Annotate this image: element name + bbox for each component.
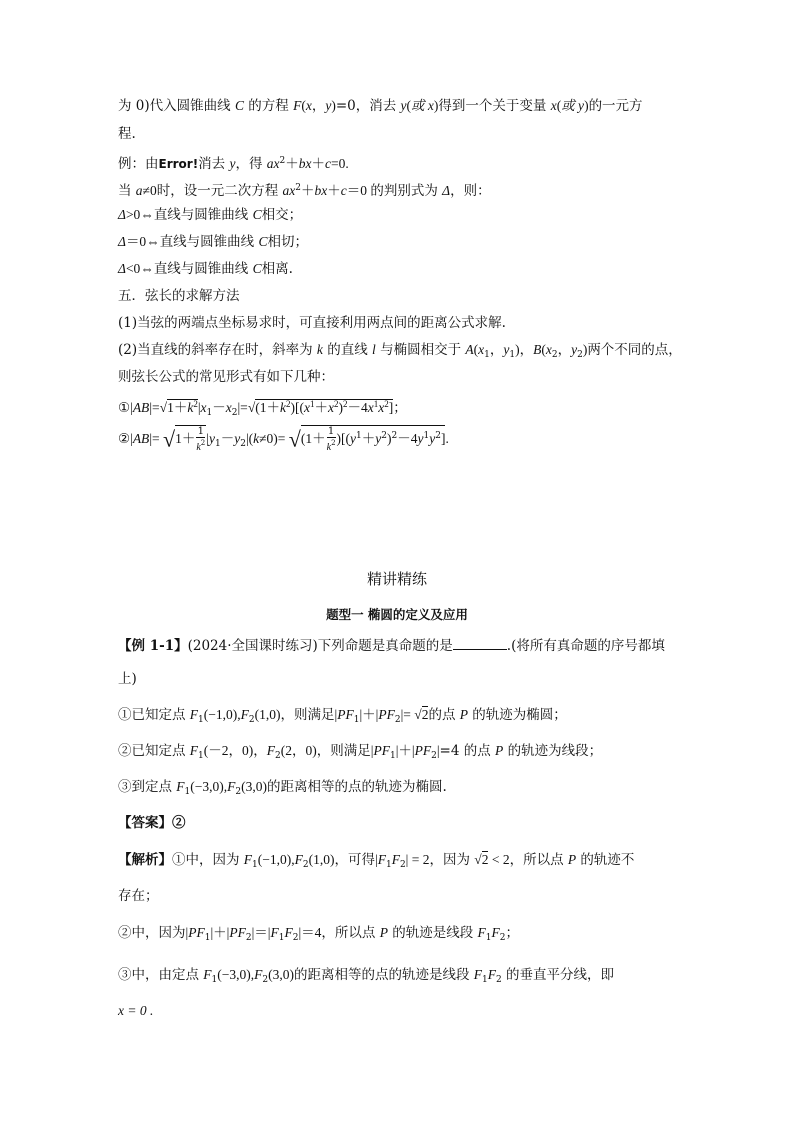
proposition-2: ②已知定点 $F_1(-2$，0)，$F_2(2$，0)，则满足$|PF_1|+|PF_2|=4$ 的点 P 的轨迹为线段；: [118, 743, 603, 761]
analysis-line-5: x = 0 .: [118, 1003, 154, 1018]
text: ，则：: [450, 183, 491, 199]
text: 当: [118, 183, 136, 199]
text: ②中，因为: [118, 925, 186, 941]
text: ，所以点: [509, 852, 568, 868]
text: 得到一个关于变量: [438, 98, 551, 114]
intro-line-2: 程.: [118, 126, 136, 142]
chord-formula-1: $①|AB|=√1+k^2|x_1-x_2|=√(1+k^2)[(x^1+x^2)^2-4x^1x^2]$；: [118, 399, 407, 418]
text: ③中，由定点: [118, 967, 204, 983]
text: 的方程: [243, 98, 294, 114]
text: 相切；: [267, 234, 308, 250]
text: 的点: [428, 707, 460, 723]
answer-value: ②: [172, 815, 186, 831]
text: 相离.: [261, 261, 293, 277]
text: 的距离相等的点的轨迹为椭圆.: [267, 779, 447, 795]
error-text: Error!: [158, 157, 199, 171]
case-tangent: Δ＝0⇔直线与圆锥曲线 C相切；: [118, 234, 308, 250]
section-5-item-2-line-2: 则弦长公式的常见形式有如下几种：: [118, 369, 334, 385]
text: 直线与圆锥曲线: [159, 234, 259, 250]
answer-blank: [453, 637, 507, 650]
section-5-item-2: (2)当直线的斜率存在时，斜率为 k 的直线 l 与椭圆相交于 $A(x_1$，$y_1$)，$B(x_2$，$y_2$)两个不同的点，: [118, 342, 682, 360]
case-separate: Δ<0⇔直线与圆锥曲线 C相离.: [118, 261, 293, 277]
analysis-label: 【解析】: [118, 852, 172, 868]
text: 的轨迹是线段: [387, 925, 478, 941]
text: 相交；: [261, 207, 303, 223]
text: 为 0)代入圆锥曲线: [118, 98, 235, 114]
intro-line-1: 为 0)代入圆锥曲线 C 的方程 F(x，y)=0，消去 y(或 x)得到一个关于变量 x(或 y)的一元方: [118, 98, 643, 114]
text: =4 的点: [439, 743, 496, 759]
text: 与椭圆相交于: [375, 342, 466, 358]
intro-example-line: 例：由Error!消去 y，得 $ax^2+bx+c=0$.: [118, 156, 349, 172]
section-subheading: 题型一 椭圆的定义及应用: [326, 607, 468, 622]
analysis-line-4: ③中，由定点 $F_1(-3,0),F_2(3,0)$的距离相等的点的轨迹是线段 $F_1F_2$ 的垂直平分线，即: [118, 967, 615, 985]
text: 的轨迹为椭圆；: [468, 707, 567, 723]
case-intersect: Δ>0⇔直线与圆锥曲线 C相交；: [118, 207, 303, 223]
section-heading: 精讲精练: [366, 570, 427, 588]
text: ②已知定点: [118, 743, 190, 759]
example-label: 【例 1-1】: [118, 638, 188, 654]
text: ，可得: [334, 852, 375, 868]
text: 的判别式为: [370, 183, 443, 199]
text: 的轨迹不: [576, 852, 635, 868]
text: ①中，因为: [172, 852, 244, 868]
text: 时，设一元二次方程: [156, 183, 283, 199]
analysis-line-1: 【解析】①中，因为 $F_1(-1,0),F_2(1,0)$，可得$|F_1F_2| = 2$，因为 √2 < 2，所以点 P 的轨迹不: [118, 852, 635, 870]
text: .(将所有真命题的序号都填: [506, 638, 665, 654]
text: ，则满足: [316, 743, 371, 759]
answer-label: 【答案】: [118, 815, 172, 831]
text: =0，消去: [335, 98, 401, 114]
text: 消去: [198, 156, 230, 172]
text: ，得: [235, 156, 267, 172]
text: ①: [118, 400, 131, 416]
example-1-1-line-2: 上): [118, 671, 137, 687]
text: 的一元方: [588, 98, 643, 114]
analysis-line-2: 存在；: [118, 888, 159, 904]
text: 的轨迹为线段；: [503, 743, 603, 759]
text: (2024·全国课时练习)下列命题是真命题的是: [187, 638, 453, 654]
analysis-line-3: ②中，因为$|PF_1|+|PF_2|=|F_1F_2|=4$，所以点 P 的轨迹是线段 $F_1F_2$；: [118, 925, 520, 943]
text: ②: [118, 431, 131, 447]
text: ①已知定点: [118, 707, 190, 723]
text: 的垂直平分线，即: [501, 967, 615, 983]
section-5-item-1: (1)当弦的两端点坐标易求时，可直接利用两点间的距离公式求解.: [118, 315, 506, 331]
text: 直线与圆锥曲线: [153, 207, 253, 223]
answer-line: [118, 814, 186, 832]
text: ，则满足: [280, 707, 335, 723]
proposition-1: ①已知定点 $F_1(-1,0),F_2(1,0)$，则满足$|PF_1|+|PF_2|= √2$的点 P 的轨迹为椭圆；: [118, 707, 567, 725]
example-1-1-line-1: [118, 637, 665, 655]
text: 的直线: [322, 342, 373, 358]
text: ③到定点: [118, 779, 177, 795]
text: 例：由: [118, 156, 159, 172]
text: 两个不同的点，: [587, 342, 682, 358]
section-5-title: 五．弦长的求解方法: [118, 288, 240, 304]
proposition-3: ③到定点 $F_1(-3,0),F_2(3,0)$的距离相等的点的轨迹为椭圆.: [118, 779, 447, 797]
chord-formula-2: ②|AB|= √1＋ $\frac{1}{k^2}$ $|y_1-y_2|(k\ne 0)= √(1+$ $\frac{1}{k^2}$ )$[(y^1+y^2)^2-4y^1y^2]$.: [118, 426, 449, 453]
intro-when-line: 当 a≠0时，设一元二次方程 $ax^2+bx+c=0$ 的判别式为 Δ，则：: [118, 183, 491, 199]
text: ；: [505, 925, 520, 941]
text: 直线与圆锥曲线: [153, 261, 253, 277]
text: 的距离相等的点的轨迹是线段: [294, 967, 474, 983]
text: ，所以点: [321, 925, 380, 941]
text: (2)当直线的斜率存在时，斜率为: [118, 342, 317, 358]
text: ，因为: [429, 852, 475, 868]
